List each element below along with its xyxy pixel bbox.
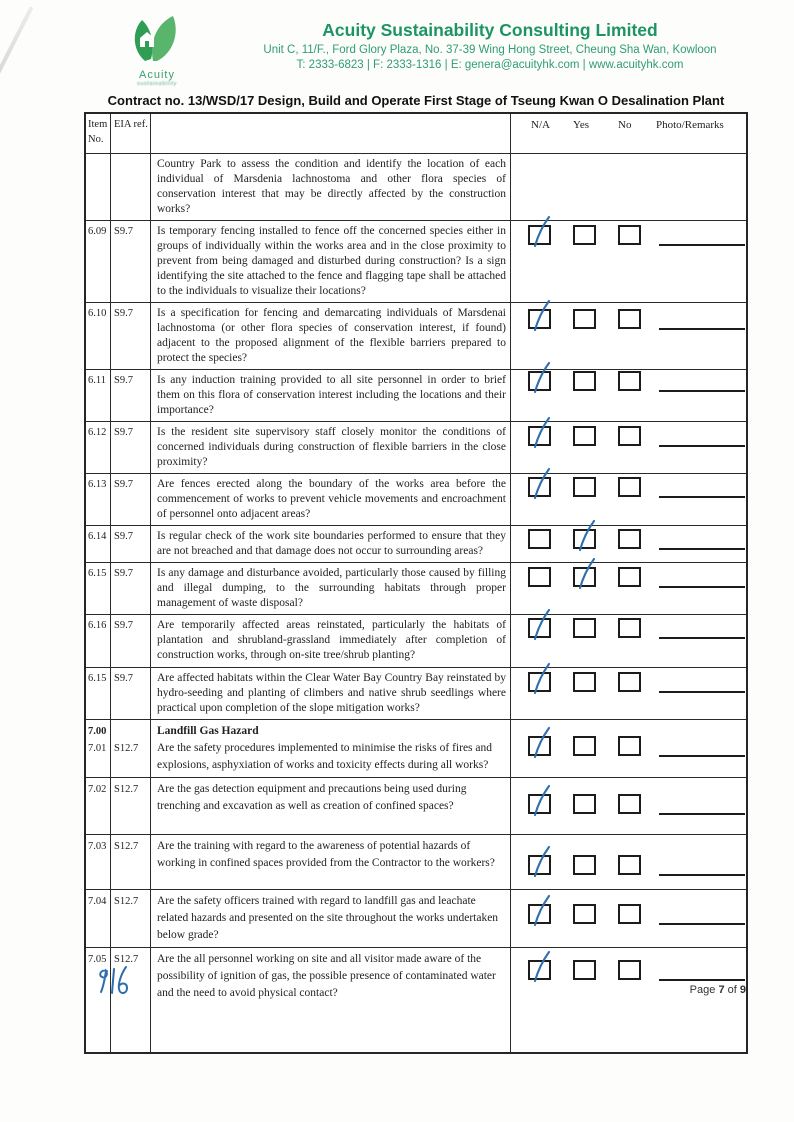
checkbox-no[interactable] [618, 904, 641, 924]
header-na: N/A [531, 119, 550, 131]
eia-ref-cell: S9.7 [111, 303, 151, 369]
company-name: Acuity Sustainability Consulting Limited [322, 20, 658, 40]
leaf-house-logo-icon [130, 15, 184, 63]
eia-ref-cell: S12.7 [111, 720, 151, 777]
checkbox-na[interactable] [528, 371, 551, 391]
page-number [690, 984, 746, 996]
answer-cell [511, 526, 746, 562]
answer-cell [511, 615, 746, 667]
checkbox-yes[interactable] [573, 529, 596, 549]
question-cell: Are the all personnel working on site and all visitor made aware of the possibility of ignition of gas, the possible presence of contaminated water and the need to avoid physical contact? [151, 948, 511, 1052]
checkbox-yes[interactable] [573, 960, 596, 980]
page-prefix: Page [689, 984, 716, 996]
answer-cell [511, 948, 746, 1052]
table-row [86, 835, 746, 890]
item-no-cell: 7.00 7.01 [86, 720, 111, 777]
header-yes: Yes [573, 119, 590, 131]
checkbox-na[interactable] [528, 904, 551, 924]
table-row [86, 890, 746, 948]
checkbox-yes[interactable] [573, 672, 596, 692]
item-no-cell: 6.10 [86, 303, 111, 369]
eia-ref-cell: S9.7 [111, 526, 151, 562]
item-no-cell: 6.11 [86, 370, 111, 421]
checkbox-yes[interactable] [573, 371, 596, 391]
handwritten-tick-icon [528, 298, 556, 336]
eia-ref-cell: S12.7 [111, 835, 151, 889]
item-no-cell: 6.14 [86, 526, 111, 562]
table-row [86, 474, 746, 526]
table-row [86, 563, 746, 615]
item-no-cell: 7.05 [86, 948, 111, 1052]
remarks-line [659, 586, 745, 588]
checkbox-na[interactable] [528, 672, 551, 692]
table-row [86, 948, 746, 1052]
item-no-cell: 7.02 [86, 778, 111, 834]
eia-ref-cell: S12.7 [111, 948, 151, 1052]
checkbox-no[interactable] [618, 618, 641, 638]
remarks-line [659, 328, 745, 330]
remarks-line [659, 390, 745, 392]
answer-cell [511, 563, 746, 614]
item-no-cell: 6.15 [86, 563, 111, 614]
checkbox-no[interactable] [618, 371, 641, 391]
header-remarks: Photo/Remarks [656, 119, 724, 131]
header-eia-ref: EIA ref. [111, 114, 151, 153]
checkbox-no[interactable] [618, 855, 641, 875]
answer-cell [511, 303, 746, 369]
remarks-line [659, 637, 745, 639]
answer-cell [511, 835, 746, 889]
item-no-cell: 7.03 [86, 835, 111, 889]
question-cell: Are the training with regard to the awareness of potential hazards of working in confined spaces provided from the Contractor to the workers? [151, 835, 511, 889]
item-no-cell: 6.12 [86, 422, 111, 473]
handwritten-tick-icon [528, 783, 556, 821]
checkbox-yes[interactable] [573, 567, 596, 587]
remarks-line [659, 548, 745, 550]
checkbox-na[interactable] [528, 567, 551, 587]
checkbox-yes[interactable] [573, 309, 596, 329]
address-line: Unit C, 11/F., Ford Glory Plaza, No. 37-39 Wing Hong Street, Cheung Sha Wan, Kowloon [263, 44, 717, 56]
checklist-table [84, 112, 748, 1054]
eia-ref-cell: S12.7 [111, 778, 151, 834]
page-total: 9 [739, 984, 746, 996]
checkbox-na[interactable] [528, 618, 551, 638]
answer-cell [511, 370, 746, 421]
question-cell: Is regular check of the work site boundaries performed to ensure that they are not breached and that damage does not occur to surrounding areas? [151, 526, 511, 562]
handwritten-tick-icon [528, 893, 556, 931]
checkbox-no[interactable] [618, 736, 641, 756]
item-no-cell: 6.13 [86, 474, 111, 525]
checkbox-no[interactable] [618, 225, 641, 245]
checkbox-no[interactable] [618, 567, 641, 587]
logo-wordmark: Acuity [139, 69, 175, 81]
item-no-cell: 6.09 [86, 221, 111, 302]
eia-ref-cell: S9.7 [111, 221, 151, 302]
answer-cell [511, 422, 746, 473]
table-row [86, 154, 746, 221]
checkbox-no[interactable] [618, 529, 641, 549]
page-of: of [727, 984, 737, 996]
answer-cell [511, 474, 746, 525]
company-logo [113, 15, 201, 87]
table-row [86, 221, 746, 303]
eia-ref-cell: S9.7 [111, 422, 151, 473]
checkbox-yes[interactable] [573, 736, 596, 756]
checkbox-yes[interactable] [573, 904, 596, 924]
checkbox-yes[interactable] [573, 794, 596, 814]
header-item-no: Item No. [86, 114, 111, 153]
checkbox-no[interactable] [618, 794, 641, 814]
answer-cell [511, 720, 746, 777]
question-cell: Are fences erected along the boundary of the works area before the commencement of works to prevent vehicle movements and encroachment of personnel onto adjacent areas? [151, 474, 511, 525]
remarks-line [659, 244, 745, 246]
remarks-line [659, 813, 745, 815]
table-row [86, 615, 746, 668]
checkbox-yes[interactable] [573, 855, 596, 875]
checkbox-yes[interactable] [573, 477, 596, 497]
checkbox-yes[interactable] [573, 225, 596, 245]
table-row [86, 720, 746, 778]
question-cell: Is any induction training provided to all site personnel in order to brief them on this flora of conservation interest including the locations and their importance? [151, 370, 511, 421]
eia-ref-cell: S9.7 [111, 563, 151, 614]
handwritten-note [92, 962, 142, 1012]
table-row [86, 370, 746, 422]
checkbox-na[interactable] [528, 225, 551, 245]
handwritten-tick-icon [528, 949, 556, 987]
question-cell: Are the safety officers trained with regard to landfill gas and leachate related hazards and presented on the site throughout the works undertaken below grade? [151, 890, 511, 947]
eia-ref-cell: S9.7 [111, 615, 151, 667]
page-current: 7 [718, 984, 725, 996]
item-no-cell [86, 154, 111, 220]
answer-cell [511, 890, 746, 947]
question-cell: Landfill Gas Hazard Are the safety procedures implemented to minimise the risks of fires and explosions, asphyxiation of works and toxicity effects during all works? [151, 720, 511, 777]
checkbox-na[interactable] [528, 855, 551, 875]
eia-ref-cell: S9.7 [111, 668, 151, 719]
question-cell: Is any damage and disturbance avoided, particularly those caused by filling and illegal dumping, to the surrounding habitats through proper management of waste disposal? [151, 563, 511, 614]
remarks-line [659, 691, 745, 693]
question-cell: Is the resident site supervisory staff closely monitor the conditions of concerned individuals during construction of flexible barriers in the close proximity? [151, 422, 511, 473]
checkbox-na[interactable] [528, 794, 551, 814]
remarks-line [659, 496, 745, 498]
remarks-line [659, 445, 745, 447]
checkbox-no[interactable] [618, 426, 641, 446]
checkbox-no[interactable] [618, 672, 641, 692]
question-cell: Are affected habitats within the Clear Water Bay Country Bay reinstated by hydro-seeding and planting of climbers and native shrub seedlings where practical upon completion of the slope mitigation works? [151, 668, 511, 719]
checkbox-na[interactable] [528, 426, 551, 446]
checkbox-na[interactable] [528, 736, 551, 756]
table-row [86, 526, 746, 563]
question-cell: Country Park to assess the condition and identify the location of each individual of Marsdenia lachnostoma and other flora species of conservation interest that may be directly affected by the construction works? [151, 154, 511, 220]
table-row [86, 778, 746, 835]
contract-title: Contract no. 13/WSD/17 Design, Build and Operate First Stage of Tseung Kwan O Desalination Plant [107, 93, 725, 108]
checkbox-no[interactable] [618, 960, 641, 980]
eia-ref-cell: S12.7 [111, 890, 151, 947]
header-question [151, 114, 511, 153]
answer-cell [511, 778, 746, 834]
table-row [86, 422, 746, 474]
checkbox-yes[interactable] [573, 426, 596, 446]
handwritten-tick-icon [528, 844, 556, 882]
table-row [86, 668, 746, 720]
letterhead [200, 20, 780, 71]
question-cell: Are temporarily affected areas reinstated, particularly the habitats of plantation and shrubland-grassland immediately after completion of construction works, through on-site tree/shrub planting? [151, 615, 511, 667]
item-no-cell: 6.16 [86, 615, 111, 667]
remarks-line [659, 923, 745, 925]
question-cell: Is a specification for fencing and demarcating individuals of Marsdenai lachnostoma (or other flora species of conservation interest, if found) adjacent to the proposed alignment of the flexible barriers prepared to protect the species? [151, 303, 511, 369]
question-cell: Is temporary fencing installed to fence off the concerned species either in groups of individually within the works area and in the close proximity to prevent from being damaged and disturbed during construction? Is a sign identifying the site attached to the fence and flagging tape shall be attached to the individuals to visualize their locations? [151, 221, 511, 302]
remarks-line [659, 755, 745, 757]
eia-ref-cell: S9.7 [111, 474, 151, 525]
checkbox-yes[interactable] [573, 618, 596, 638]
checkbox-no[interactable] [618, 477, 641, 497]
handwritten-tick-icon [528, 725, 556, 763]
table-row [86, 303, 746, 370]
remarks-line [659, 874, 745, 876]
item-no-cell: 6.15 [86, 668, 111, 719]
table-header-row [86, 114, 746, 154]
eia-ref-cell: S9.7 [111, 370, 151, 421]
header-answers [511, 114, 746, 153]
checkbox-na[interactable] [528, 309, 551, 329]
answer-cell [511, 221, 746, 302]
checkbox-na[interactable] [528, 477, 551, 497]
scan-artifact-line [0, 6, 34, 99]
eia-ref-cell [111, 154, 151, 220]
checkbox-na[interactable] [528, 529, 551, 549]
question-cell: Are the gas detection equipment and precautions being used during trenching and excavation as well as creation of confined spaces? [151, 778, 511, 834]
remarks-line [659, 979, 745, 981]
logo-tagline: sustainability [137, 81, 177, 87]
checkbox-na[interactable] [528, 960, 551, 980]
answer-cell [511, 154, 746, 220]
item-no-cell: 7.04 [86, 890, 111, 947]
header-no: No [618, 119, 632, 131]
checkbox-no[interactable] [618, 309, 641, 329]
answer-cell [511, 668, 746, 719]
section-title: Landfill Gas Hazard [157, 725, 259, 737]
contact-line: T: 2333-6823 | F: 2333-1316 | E: genera@acuityhk.com | www.acuityhk.com [296, 59, 684, 71]
